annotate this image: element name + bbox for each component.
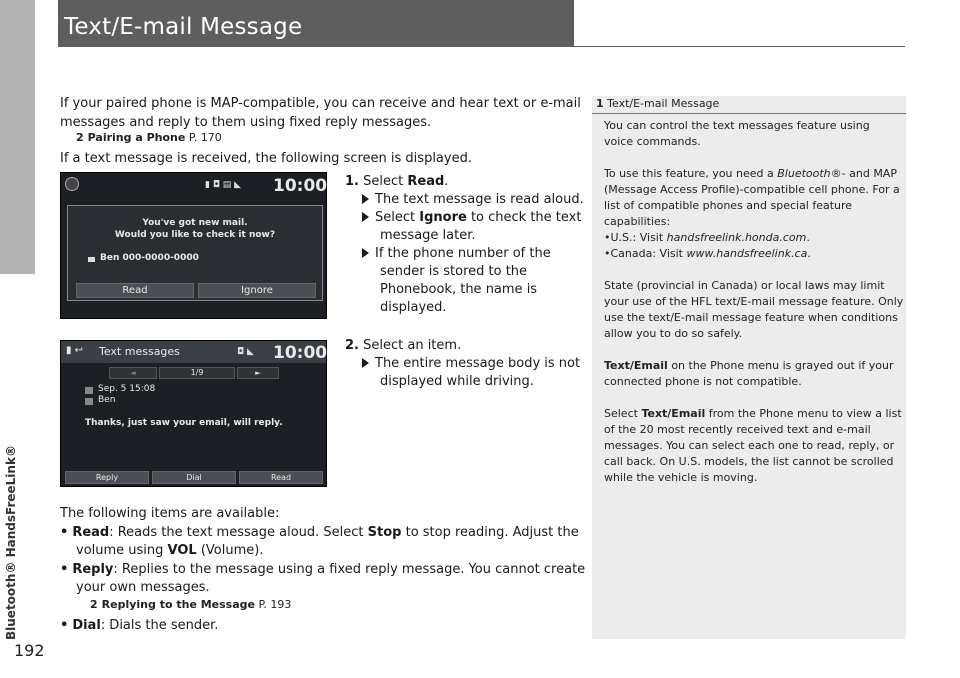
bullet: •: [60, 562, 69, 577]
intro-line-1: If your paired phone is MAP-compatible, you can receive and hear text or e-mail: [60, 96, 581, 111]
prev-button[interactable]: [109, 367, 157, 379]
note-p4-line-1: Text/Email on the Phone menu is grayed out if your: [604, 359, 894, 372]
item-reply: • Reply: Replies to the message using a fixed reply message. You cannot create: [60, 562, 586, 577]
note-p1-line-1: You can control the text messages feature using: [604, 119, 870, 132]
screen-title: Text messages: [99, 345, 180, 358]
step-1c: If the phone number of the: [362, 244, 551, 263]
next-button[interactable]: [237, 367, 279, 379]
note-p2-line-2: (Message Access Profile)-compatible cell phone. For a: [604, 183, 900, 196]
sender-info: Ben 000-0000-0000: [100, 253, 199, 263]
bullet: •: [60, 525, 69, 540]
received-text: If a text message is received, the following screen is displayed.: [60, 151, 472, 166]
step-1c-line-2: sender is stored to the: [380, 264, 528, 279]
reply-button[interactable]: Reply: [65, 471, 149, 484]
voice-icon: [65, 177, 79, 191]
step-2a-line-2: displayed while driving.: [380, 374, 534, 389]
status-icons: ◘ ◣: [237, 347, 254, 357]
step-1c-line-3: Phonebook, the name is: [380, 282, 538, 297]
note-p5-line-2: of the 20 most recently received text and e-mail: [604, 423, 871, 436]
phone-back-icon[interactable]: ▮ ↩: [66, 345, 84, 356]
step-1b: Select Ignore to check the text: [362, 208, 581, 227]
step-2: 2. Select an item.: [345, 338, 462, 353]
bullet: •: [60, 618, 69, 633]
chapter-tab: [0, 0, 35, 274]
read-button[interactable]: Read: [76, 283, 194, 298]
step-1: 1. Select Read.: [345, 174, 449, 189]
dialog-line-1: You've got new mail.: [142, 218, 248, 228]
result-arrow-icon: [362, 194, 369, 204]
new-mail-screen: [60, 172, 327, 319]
item-read-line-2: volume using VOL (Volume).: [76, 543, 264, 558]
message-sender: Ben: [98, 395, 116, 405]
bullet: •: [604, 247, 611, 260]
note-p5-line-3: messages. You can select each one to read, reply, or: [604, 439, 895, 452]
result-arrow-icon: [362, 212, 369, 222]
result-arrow-icon: [362, 358, 369, 368]
message-body: Thanks, just saw your email, will reply.: [85, 418, 283, 428]
sender-icon: [85, 398, 93, 405]
date-icon: [85, 387, 93, 394]
clock: 10:00: [273, 176, 328, 196]
prev-arrow-icon: ◄: [130, 369, 136, 377]
step-1c-line-4: displayed.: [380, 300, 447, 315]
bullet: •: [604, 231, 611, 244]
message-date: Sep. 5 15:08: [98, 384, 156, 394]
note-p3-line-3: use the text/E-mail message feature when conditions: [604, 311, 898, 324]
page-indicator: 1/9: [159, 367, 235, 379]
note-marker: 1: [596, 97, 604, 110]
mail-icon: [88, 257, 95, 262]
step-1a: The text message is read aloud.: [362, 190, 584, 209]
note-p2-line-3: list of compatible phones and special feature: [604, 199, 853, 212]
header-rule: [58, 46, 905, 47]
note-p1-line-2: voice commands.: [604, 135, 701, 148]
note-p5-line-1: Select Text/Email from the Phone menu to view a list: [604, 407, 902, 420]
step-2a: The entire message body is not: [362, 354, 580, 373]
note-p5-line-4: call back. On U.S. models, the list cannot be scrolled: [604, 455, 894, 468]
note-p4-line-2: connected phone is not compatible.: [604, 375, 802, 388]
note-p3-line-4: allow you to do so safely.: [604, 327, 743, 340]
next-arrow-icon: ►: [255, 369, 261, 377]
reference-arrow-icon: 2: [76, 131, 84, 144]
result-arrow-icon: [362, 248, 369, 258]
note-p3-line-1: State (provincial in Canada) or local laws may limit: [604, 279, 885, 292]
chapter-label: Bluetooth® HandsFreeLink®: [4, 445, 18, 640]
step-1b-line-2: message later.: [380, 228, 476, 243]
note-us-link: •U.S.: Visit handsfreelink.honda.com.: [604, 231, 810, 244]
text-messages-screen: [60, 340, 327, 487]
page-number: 192: [14, 641, 45, 660]
note-title: 1 Text/E-mail Message: [596, 97, 720, 110]
note-p2-line-4: capabilities:: [604, 215, 671, 228]
pairing-reference[interactable]: 2 Pairing a Phone P. 170: [76, 131, 222, 144]
new-mail-dialog: [67, 205, 323, 301]
intro-line-2: messages and reply to them using fixed reply messages.: [60, 115, 432, 130]
clock: 10:00: [273, 343, 328, 363]
note-p2-line-1: To use this feature, you need a Bluetooth®- and MAP: [604, 167, 897, 180]
item-read: • Read: Reads the text message aloud. Select Stop to stop reading. Adjust the: [60, 525, 579, 540]
section-title: Text/E-mail Message: [64, 14, 303, 40]
read-message-button[interactable]: Read: [239, 471, 323, 484]
item-reply-line-2: your own messages.: [76, 580, 210, 595]
items-intro: The following items are available:: [60, 506, 280, 521]
reference-arrow-icon: 2: [90, 598, 98, 611]
note-canada-link: •Canada: Visit www.handsfreelink.ca.: [604, 247, 811, 260]
status-icons: ▮ ◘ ▤ ◣: [205, 180, 242, 190]
replying-reference[interactable]: 2 Replying to the Message P. 193: [90, 598, 292, 611]
note-p5-line-5: while the vehicle is moving.: [604, 471, 758, 484]
note-p3-line-2: your use of the HFL text/E-mail message feature. Only: [604, 295, 904, 308]
dialog-line-2: Would you like to check it now?: [114, 230, 276, 240]
ignore-button[interactable]: Ignore: [198, 283, 316, 298]
dial-button[interactable]: Dial: [152, 471, 236, 484]
item-dial: • Dial: Dials the sender.: [60, 618, 219, 633]
